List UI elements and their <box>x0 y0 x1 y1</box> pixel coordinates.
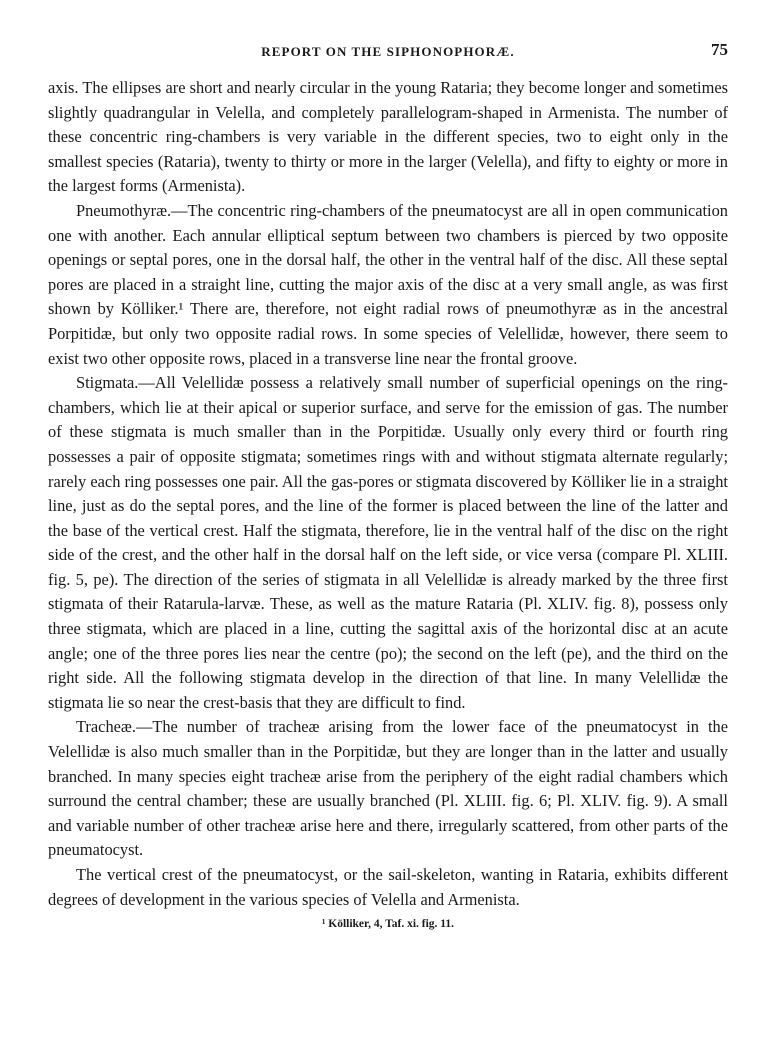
page-header <box>48 38 728 66</box>
page-number: 75 <box>711 40 728 59</box>
paragraph-pneumothyrae: Pneumothyræ.—The concentric ring-chambers of the pneumatocyst are all in open communication one with another. Each annular elliptical septum between two chambers is pierced by two opposite openings or septal pores, one in the dorsal half, the other in the ventral half of the disc. All these septal pores are placed in a straight line, cutting the major axis of the disc at a very small angle, as was first shown by Kölliker.¹ There are, therefore, not eight radial rows of pneumothyræ as in the ancestral Porpitidæ, but only two opposite radial rows. In some species of Velellidæ, however, there seem to exist two other opposite rows, placed in a transverse line near the frontal groove. <box>48 200 728 368</box>
page <box>48 38 728 932</box>
running-head: REPORT ON THE SIPHONOPHORÆ. <box>261 44 515 59</box>
footnote: ¹ Kölliker, 4, Taf. xi. fig. 11. <box>321 918 455 931</box>
paragraph-tracheae: Tracheæ.—The number of tracheæ arising from the lower face of the pneumatocyst in the Velellidæ is also much smaller than in the Porpitidæ, but they are longer than in the latter and usually branched. In many species eight tracheæ arise from the periphery of the eight radial chambers which surround the central chamber; these are usually branched (Pl. XLIII. fig. 6; Pl. XLIV. fig. 9). A small and variable number of other tracheæ arise here and there, irregularly scattered, from other parts of the pneumatocyst. <box>48 717 728 860</box>
paragraph-vertical-crest: The vertical crest of the pneumatocyst, or the sail-skeleton, wanting in Rataria, exhibits different degrees of development in the various species of Velella and Armenista. <box>48 865 728 909</box>
paragraph-stigmata: Stigmata.—All Velellidæ possess a relatively small number of superficial openings on the ring-chambers, which lie at their apical or superior surface, and serve for the emission of gas. The number of these stigmata is much smaller than in the Porpitidæ. Usually only every third or fourth ring possesses a pair of opposite stigmata; sometimes rings with and without stigmata alternate regularly; rarely each ring possesses one pair. All the gas-pores or stigmata discovered by Kölliker lie in a straight line, just as do the septal pores, and the line of the former is placed between the line of the latter and the base of the vertical crest. Half the stigmata, therefore, lie in the ventral half of the disc on the right side of the crest, and the other half in the dorsal half on the left side, or vice versa (compare Pl. XLIII. fig. 5, pe). The direction of the series of stigmata in all Velellidæ is already marked by the three first stigmata of their Ratarula-larvæ. These, as well as the mature Rataria (Pl. XLIV. fig. 8), possess only three stigmata, which are placed in a line, cutting the sagittal axis of the horizontal disc at an acute angle; one of the three pores lies near the centre (po); the second on the left (pe), and the third on the right side. All the following stigmata develop in the direction of that line. In many Velellidæ the stigmata lie so near the crest-basis that they are difficult to find. <box>48 373 728 712</box>
paragraph-axis-continuation: axis. The ellipses are short and nearly circular in the young Rataria; they become longer and sometimes slightly quadrangular in Velella, and completely parallelogram-shaped in Armenista. The number of these concentric ring-chambers is very variable in the different species, two to eight only in the smallest species (Rataria), twenty to thirty or more in the larger (Velella), and fifty to eighty or more in the largest forms (Armenista). <box>48 78 728 196</box>
body-text <box>48 76 728 912</box>
